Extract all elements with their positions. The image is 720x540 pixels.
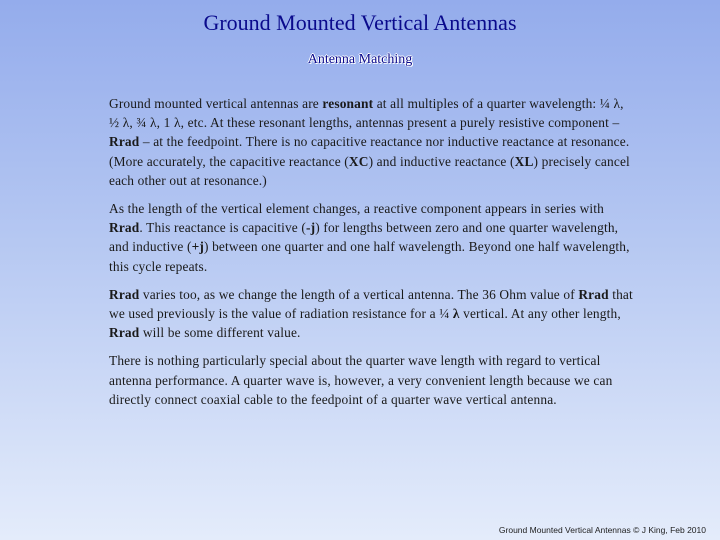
text-run: . This reactance is capacitive (	[139, 220, 307, 236]
bold-term: Rrad	[109, 286, 140, 302]
slide-body	[109, 94, 637, 418]
text-run: As the length of the vertical element changes, a reactive component appears in series with	[109, 201, 605, 217]
bold-term: XL	[514, 153, 534, 169]
text-run: There is nothing particularly special about the quarter wave length with regard to vertical antenna performance. A quarter wave is, however, a very convenient length because we can directly connect coaxial cable to the feedpoint of a quarter wave vertical antenna.	[109, 353, 613, 407]
bold-term: resonant	[322, 96, 374, 111]
paragraph-reactance	[109, 199, 637, 276]
bold-term: XC	[348, 153, 369, 169]
paragraph-rrad	[109, 285, 637, 343]
text-run: ) for lengths between zero and one quarter wavelength, and inductive (	[109, 220, 619, 255]
bold-term: λ	[452, 306, 460, 322]
bold-term: Rrad	[578, 286, 609, 302]
bold-term: Rrad	[109, 220, 140, 236]
slide-footer: Ground Mounted Vertical Antennas © J King, Feb 2010	[498, 525, 706, 535]
text-run: – at the feedpoint. There is no capacitive reactance nor inductive reactance at resonance. (More accurately, the capacitive reactance (	[109, 134, 630, 169]
text-run: vertical. At any other length,	[459, 306, 621, 322]
text-run: that we used previously is the value of radiation resistance for a ¼	[109, 286, 633, 322]
paragraph-resonance	[109, 94, 637, 190]
text-run: ) precisely cancel each other out at resonance.)	[109, 153, 630, 188]
text-run: ) between one quarter and one half wavelength. Beyond one half wavelength, this cycle repeats.	[109, 239, 630, 274]
slide-subtitle	[0, 52, 720, 68]
paragraph-quarter-wave	[109, 351, 637, 409]
text-run: Ground mounted vertical antennas are	[109, 96, 323, 111]
text-run: varies too, as we change the length of a vertical antenna. The 36 Ohm value of	[139, 286, 579, 302]
text-run: ) and inductive reactance (	[368, 153, 515, 169]
bold-term: +j	[191, 239, 204, 255]
subtitle-text: Antenna Matching	[307, 52, 413, 67]
text-run: will be some different value.	[139, 325, 301, 341]
text-run: at all multiples of a quarter wavelength: ¼ λ, ½ λ, ¾ λ, 1 λ, etc. At these resonant lengths, antennas present a purely resistive component –	[109, 96, 624, 131]
bold-term: Rrad	[109, 325, 140, 341]
bold-term: -j	[306, 220, 316, 236]
slide-title: Ground Mounted Vertical Antennas	[203, 10, 517, 35]
bold-term: Rrad	[109, 134, 140, 150]
